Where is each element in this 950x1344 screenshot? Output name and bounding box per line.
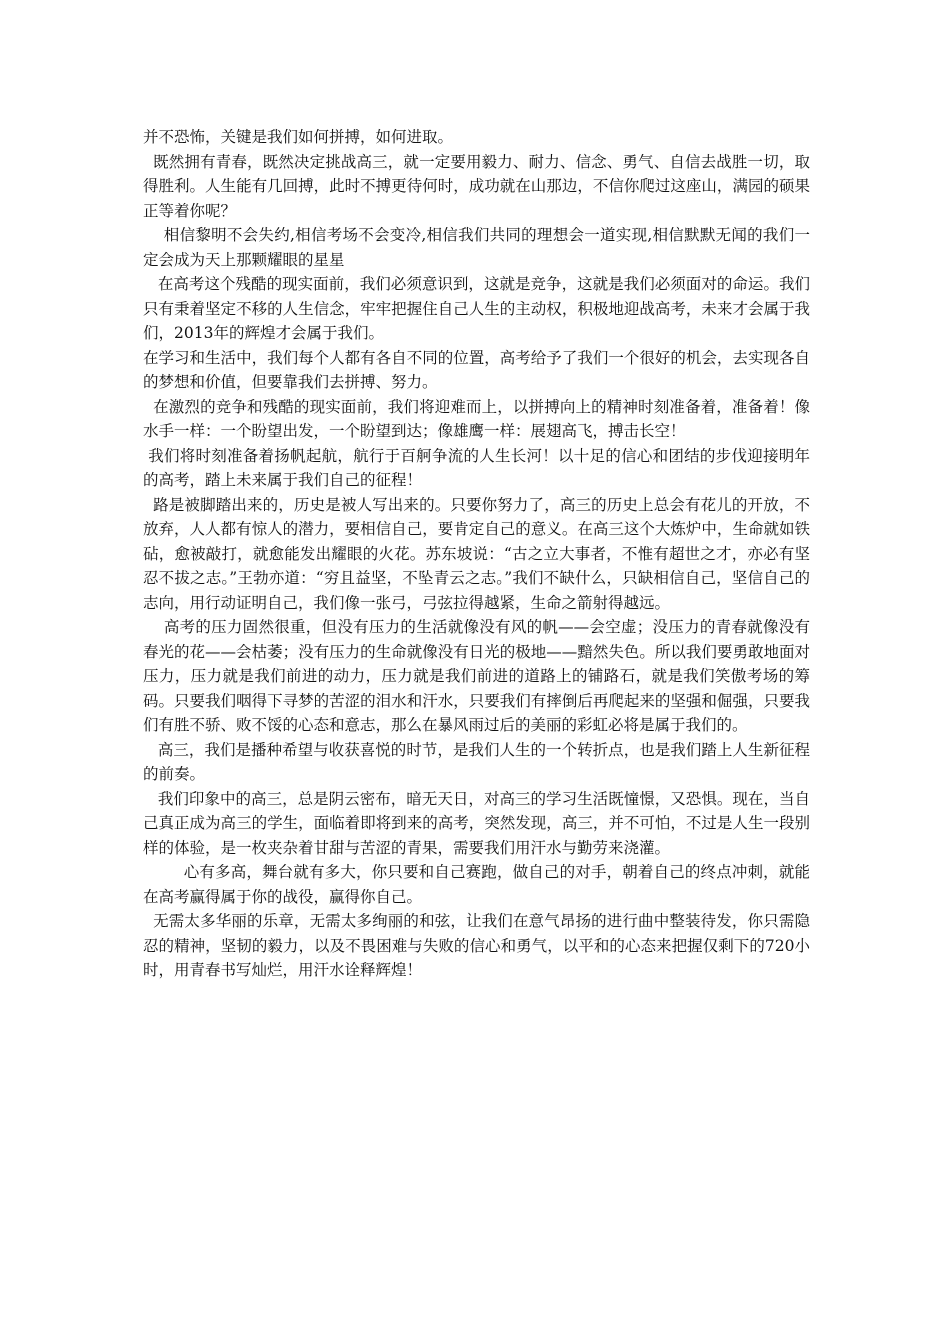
paragraph: 在激烈的竞争和残酷的现实面前，我们将迎难而上，以拼搏向上的精神时刻准备着，准备着！像水手一样：一个盼望出发，一个盼望到达；像雄鹰一样：展翅高飞，搏击长空！ — [143, 397, 810, 440]
paragraph: 在学习和生活中，我们每个人都有各自不同的位置，高考给予了我们一个很好的机会，去实现各自的梦想和价值，但要靠我们去拼搏、努力。 — [143, 348, 810, 391]
paragraph: 我们印象中的高三，总是阴云密布，暗无天日，对高三的学习生活既憧憬，又恐惧。现在，当自己真正成为高三的学生，面临着即将到来的高考，突然发现，高三，并不可怕，不过是人生一段别样的体验，是一枚夹杂着甘甜与苦涩的青果，需要我们用汗水与勤劳来浇灌。 — [143, 789, 810, 857]
document-body — [143, 125, 810, 983]
paragraph: 相信黎明不会失约,相信考场不会变冷,相信我们共同的理想会一道实现,相信默默无闻的我们一定会成为天上那颗耀眼的星星 — [143, 226, 810, 269]
paragraph: 我们将时刻准备着扬帆起航，航行于百舸争流的人生长河！以十足的信心和团结的步伐迎接明年的高考，踏上未来属于我们自己的征程！ — [143, 446, 810, 489]
paragraph: 无需太多华丽的乐章，无需太多绚丽的和弦，让我们在意气昂扬的进行曲中整装待发，你只需隐忍的精神，坚韧的毅力，以及不畏困难与失败的信心和勇气，以平和的心态来把握仅剩下的720小时，用青春书写灿烂，用汗水诠释辉煌！ — [143, 912, 810, 979]
paragraph: 并不恐怖，关键是我们如何拼搏，如何进取。 — [143, 128, 454, 146]
paragraph: 既然拥有青春，既然决定挑战高三，就一定要用毅力、耐力、信念、勇气、自信去战胜一切，取得胜利。人生能有几回搏，此时不搏更待何时，成功就在山那边，不信你爬过这座山，满园的硕果正等着你呢？ — [143, 152, 810, 220]
paragraph: 在高考这个残酷的现实面前，我们必须意识到，这就是竞争，这就是我们必须面对的命运。我们只有秉着坚定不移的人生信念，牢牢把握住自己人生的主动权，积极地迎战高考，未来才会属于我们，2013年的辉煌才会属于我们。 — [143, 275, 810, 342]
paragraph: 高三，我们是播种希望与收获喜悦的时节，是我们人生的一个转折点，也是我们踏上人生新征程的前奏。 — [143, 740, 810, 783]
paragraph: 心有多高，舞台就有多大，你只要和自己赛跑，做自己的对手，朝着自己的终点冲刺，就能在高考赢得属于你的战役，赢得你自己。 — [143, 863, 810, 906]
paragraph: 路是被脚踏出来的，历史是被人写出来的。只要你努力了，高三的历史上总会有花儿的开放，不放弃，人人都有惊人的潜力，要相信自己，要肯定自己的意义。在高三这个大炼炉中，生命就如铁砧，愈被敲打，就愈能发出耀眼的火花。苏东坡说：“古之立大事者，不惟有超世之才，亦必有坚忍不拔之志。”王勃亦道：“穷且益坚，不坠青云之志。”我们不缺什么，只缺相信自己，坚信自己的志向，用行动证明自己，我们像一张弓，弓弦拉得越紧，生命之箭射得越远。 — [143, 495, 810, 612]
paragraph: 高考的压力固然很重，但没有压力的生活就像没有风的帆——会空虚；没压力的青春就像没有春光的花——会枯萎；没有压力的生命就像没有日光的极地——黯然失色。所以我们要勇敢地面对压力，压力就是我们前进的动力，压力就是我们前进的道路上的铺路石，就是我们笑傲考场的筹码。只要我们咽得下寻梦的苦涩的泪水和汗水，只要我们有摔倒后再爬起来的坚强和倔强，只要我们有胜不骄、败不馁的心态和意志，那么在暴风雨过后的美丽的彩虹必将是属于我们的。 — [143, 618, 810, 734]
